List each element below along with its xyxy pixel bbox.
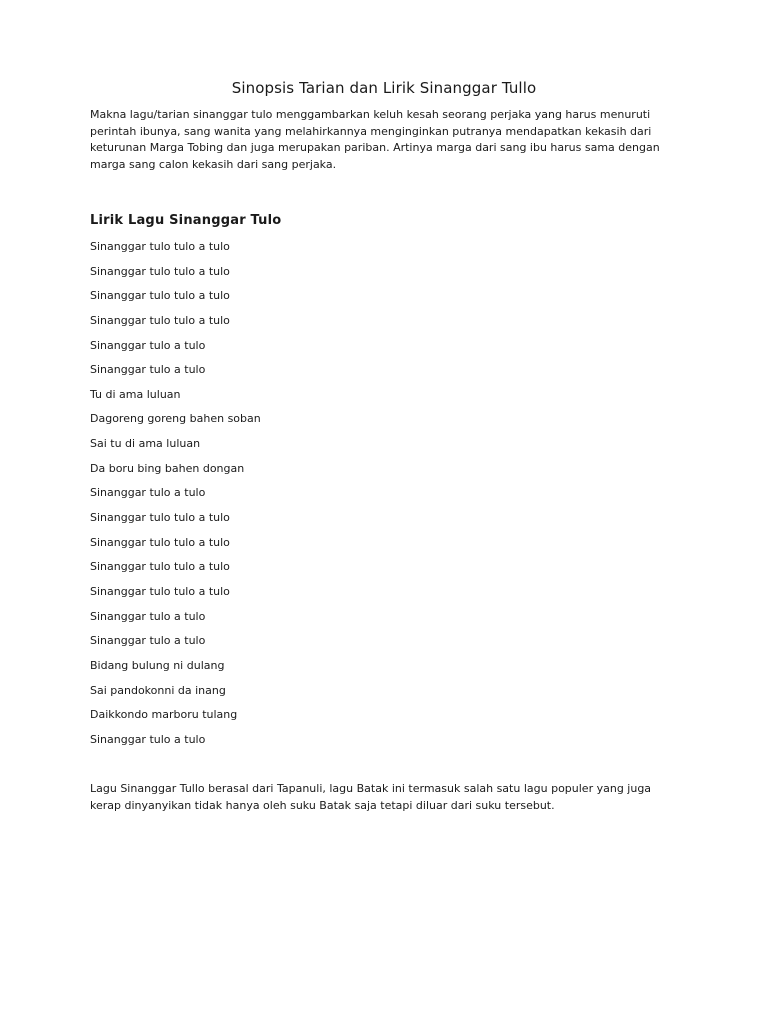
lyric-line: Sinanggar tulo tulo a tulo (90, 264, 230, 278)
lyric-line: Sinanggar tulo tulo a tulo (90, 289, 230, 303)
lyric-line: Sinanggar tulo a tulo (90, 634, 206, 648)
lyric-line: Sinanggar tulo a tulo (90, 486, 206, 500)
lyric-line: Sai tu di ama luluan (90, 437, 201, 451)
lyric-line: Sinanggar tulo tulo a tulo (90, 535, 230, 549)
lyric-line: Sinanggar tulo a tulo (90, 338, 206, 352)
lyrics-list (90, 238, 261, 755)
lyric-line: Daikkondo marboru tulang (90, 708, 238, 722)
lyric-line: Bidang bulung ni dulang (90, 658, 225, 672)
lyric-line: Sinanggar tulo tulo a tulo (90, 240, 230, 253)
lyrics-heading: Lirik Lagu Sinanggar Tulo (90, 213, 282, 228)
lyric-line: Sinanggar tulo tulo a tulo (90, 511, 230, 525)
lyric-line: Dagoreng goreng bahen soban (90, 412, 261, 426)
page-title: Sinopsis Tarian dan Lirik Sinanggar Tullo (231, 79, 537, 97)
lyric-line: Da boru bing bahen dongan (90, 461, 245, 475)
lyric-line: Sai pandokonni da inang (90, 683, 226, 697)
closing-paragraph: Lagu Sinanggar Tullo berasal dari Tapanuli, lagu Batak ini termasuk salah satu lagu populer yang juga kerap dinyanyikan tidak hanya oleh suku Batak saja tetapi diluar dari suku tersebut. (90, 782, 652, 812)
lyric-line: Sinanggar tulo a tulo (90, 363, 206, 377)
intro-paragraph: Makna lagu/tarian sinanggar tulo menggambarkan keluh kesah seorang perjaka yang harus menuruti perintah ibunya, sang wanita yang melahirkannya menginginkan putranya mendapatkan kekasih dari keturunan Marga Tobing dan juga merupakan pariban. Artinya marga dari sang ibu harus sama dengan marga sang calon kekasih dari sang perjaka. (90, 108, 660, 171)
lyric-line: Sinanggar tulo tulo a tulo (90, 584, 230, 598)
lyric-line: Tu di ama luluan (90, 387, 181, 401)
lyric-line: Sinanggar tulo a tulo (90, 732, 206, 746)
lyric-line: Sinanggar tulo tulo a tulo (90, 560, 230, 574)
lyric-line: Sinanggar tulo a tulo (90, 609, 206, 623)
lyric-line: Sinanggar tulo tulo a tulo (90, 313, 230, 327)
